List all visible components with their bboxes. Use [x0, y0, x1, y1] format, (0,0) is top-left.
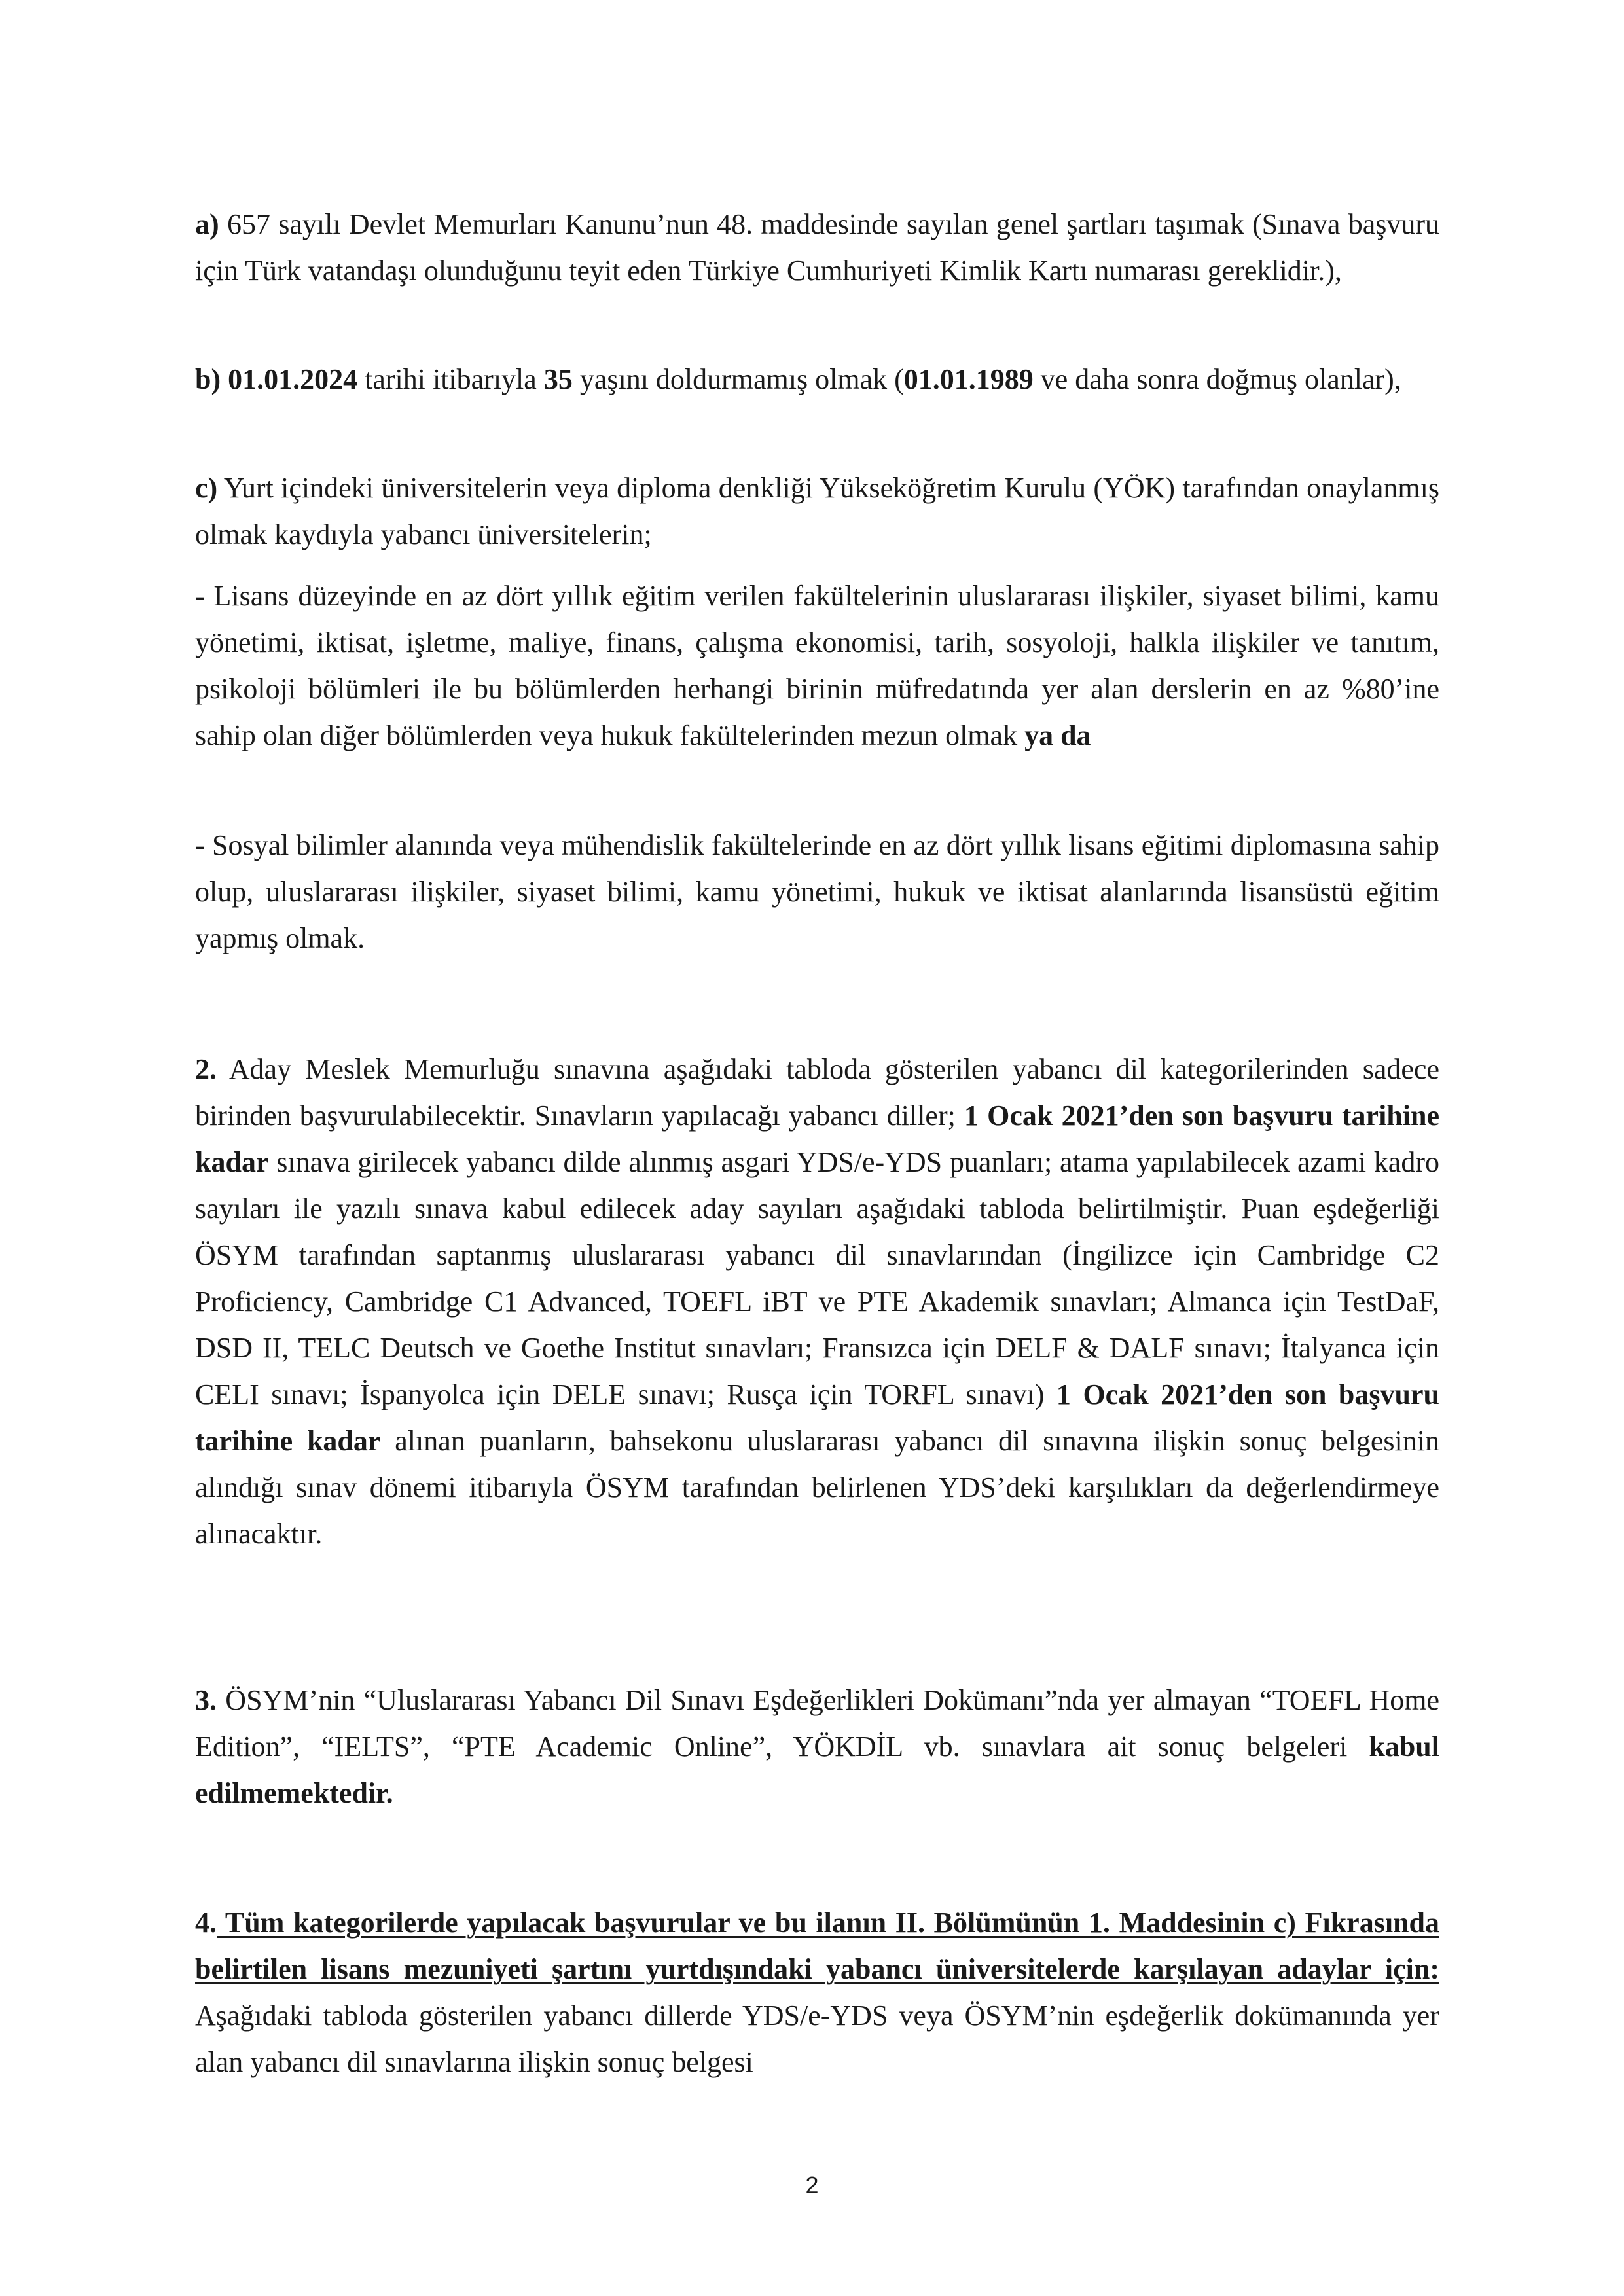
item-b-age: 35: [543, 363, 573, 395]
section-4-underlined: Tüm kategorilerde yapılacak başvurular ve bu ilanın II. Bölümünün 1. Maddesinin c) Fıkrasında belirtilen lisans mezuniyeti şartını yurtdışındaki yabancı üniversitelerde karşılayan adaylar için:: [195, 1907, 1439, 1985]
section-2-bold2: 1 Ocak 2021’den son başvuru tarihine kadar: [195, 1378, 1439, 1457]
paragraph-item-c-dash2: [195, 822, 1439, 961]
item-b-label: b): [195, 363, 221, 395]
section-4-number: 4.: [195, 1907, 217, 1939]
paragraph-item-b: [195, 356, 1439, 403]
paragraph-section-3: [195, 1677, 1439, 1816]
item-b-text3: ve daha sonra doğmuş olanlar),: [1033, 363, 1401, 395]
item-c-text: Yurt içindeki üniversitelerin veya diploma denkliği Yükseköğretim Kurulu (YÖK) tarafından onaylanmış olmak kaydıyla yabancı üniversitelerin;: [195, 472, 1439, 550]
item-c-dash2-text: - Sosyal bilimler alanında veya mühendislik fakültelerinde en az dört yıllık lisans eğitimi diplomasına sahip olup, uluslararası ilişkiler, siyaset bilimi, kamu yönetimi, hukuk ve iktisat alanlarında lisansüstü eğitim yapmış olmak.: [195, 829, 1439, 954]
section-2-text1: Aday Meslek Memurluğu sınavına aşağıdaki tabloda gösterilen yabancı dil kategorilerinden sadece birinden başvurulabilecektir. Sınavların yapılacağı yabancı diller;: [195, 1053, 1439, 1132]
item-a-label: a): [195, 208, 219, 240]
section-4-text: Aşağıdaki tabloda gösterilen yabancı dillerde YDS/e-YDS veya ÖSYM’nin eşdeğerlik dokümanında yer alan yabancı dil sınavlarına ilişkin sonuç belgesi: [195, 2000, 1439, 2078]
paragraph-section-2: [195, 1046, 1439, 1557]
item-b-date2: 01.01.1989: [903, 363, 1034, 395]
page-number: 2: [805, 2172, 819, 2198]
section-2-bold1: 1 Ocak 2021’den son başvuru tarihine kadar: [195, 1100, 1439, 1178]
section-2-number: 2.: [195, 1053, 217, 1085]
item-a-text: 657 sayılı Devlet Memurları Kanunu’nun 48. maddesinde sayılan genel şartları taşımak (Sınava başvuru için Türk vatandaşı olunduğunu teyit eden Türkiye Cumhuriyeti Kimlik Kartı numarası gereklidir.),: [195, 208, 1439, 287]
item-b-text2: yaşını doldurmamış olmak (: [572, 363, 904, 395]
section-3-text1: ÖSYM’nin “Uluslararası Yabancı Dil Sınavı Eşdeğerlikleri Dokümanı”nda yer almayan “TOEFL Home Edition”, “IELTS”, “PTE Academic Online”, YÖKDİL vb. sınavlara ait sonuç belgeleri: [195, 1684, 1439, 1763]
paragraph-section-4: [195, 1899, 1439, 2085]
paragraph-item-c-dash1: [195, 573, 1439, 759]
section-3-bold: kabul edilmemektedir.: [195, 1731, 1439, 1809]
paragraph-item-a: [195, 201, 1439, 294]
section-2-text3: alınan puanların, bahsekonu uluslararası yabancı dil sınavına ilişkin sonuç belgesinin alındığı sınav dönemi itibarıyla ÖSYM tarafından belirlenen YDS’deki karşılıkları da değerlendirmeye alınacaktır.: [195, 1425, 1439, 1550]
item-c-label: c): [195, 472, 218, 504]
item-b-date1: 01.01.2024: [221, 363, 358, 395]
section-3-number: 3.: [195, 1684, 217, 1716]
item-b-text1: tarihi itibarıyla: [357, 363, 544, 395]
paragraph-item-c: [195, 465, 1439, 558]
item-c-dash1-bold: ya da: [1024, 719, 1091, 751]
section-2-text2: sınava girilecek yabancı dilde alınmış asgari YDS/e-YDS puanları; atama yapılabilecek azami kadro sayıları ile yazılı sınava kabul edilecek aday sayıları aşağıdaki tabloda belirtilmiştir. Puan eşdeğerliği ÖSYM tarafından saptanmış uluslararası yabancı dil sınavlarından (İngilizce için Cambridge C2 Proficiency, Cambridge C1 Advanced, TOEFL iBT ve PTE Akademik sınavları; Almanca için TestDaF, DSD II, TELC Deutsch ve Goethe Institut sınavları; Fransızca için DELF & DALF sınavı; İtalyanca için CELI sınavı; İspanyolca için DELE sınavı; Rusça için TORFL sınavı): [195, 1146, 1439, 1410]
item-c-dash1-text: - Lisans düzeyinde en az dört yıllık eğitim verilen fakültelerinin uluslararası ilişkiler, siyaset bilimi, kamu yönetimi, iktisat, işletme, maliye, finans, çalışma ekonomisi, tarih, sosyoloji, halkla ilişkiler ve tanıtım, psikoloji bölümleri ile bu bölümlerden herhangi birinin müfredatında yer alan derslerin en az %80’ine sahip olan diğer bölümlerden veya hukuk fakültelerinden mezun olmak: [195, 580, 1439, 751]
